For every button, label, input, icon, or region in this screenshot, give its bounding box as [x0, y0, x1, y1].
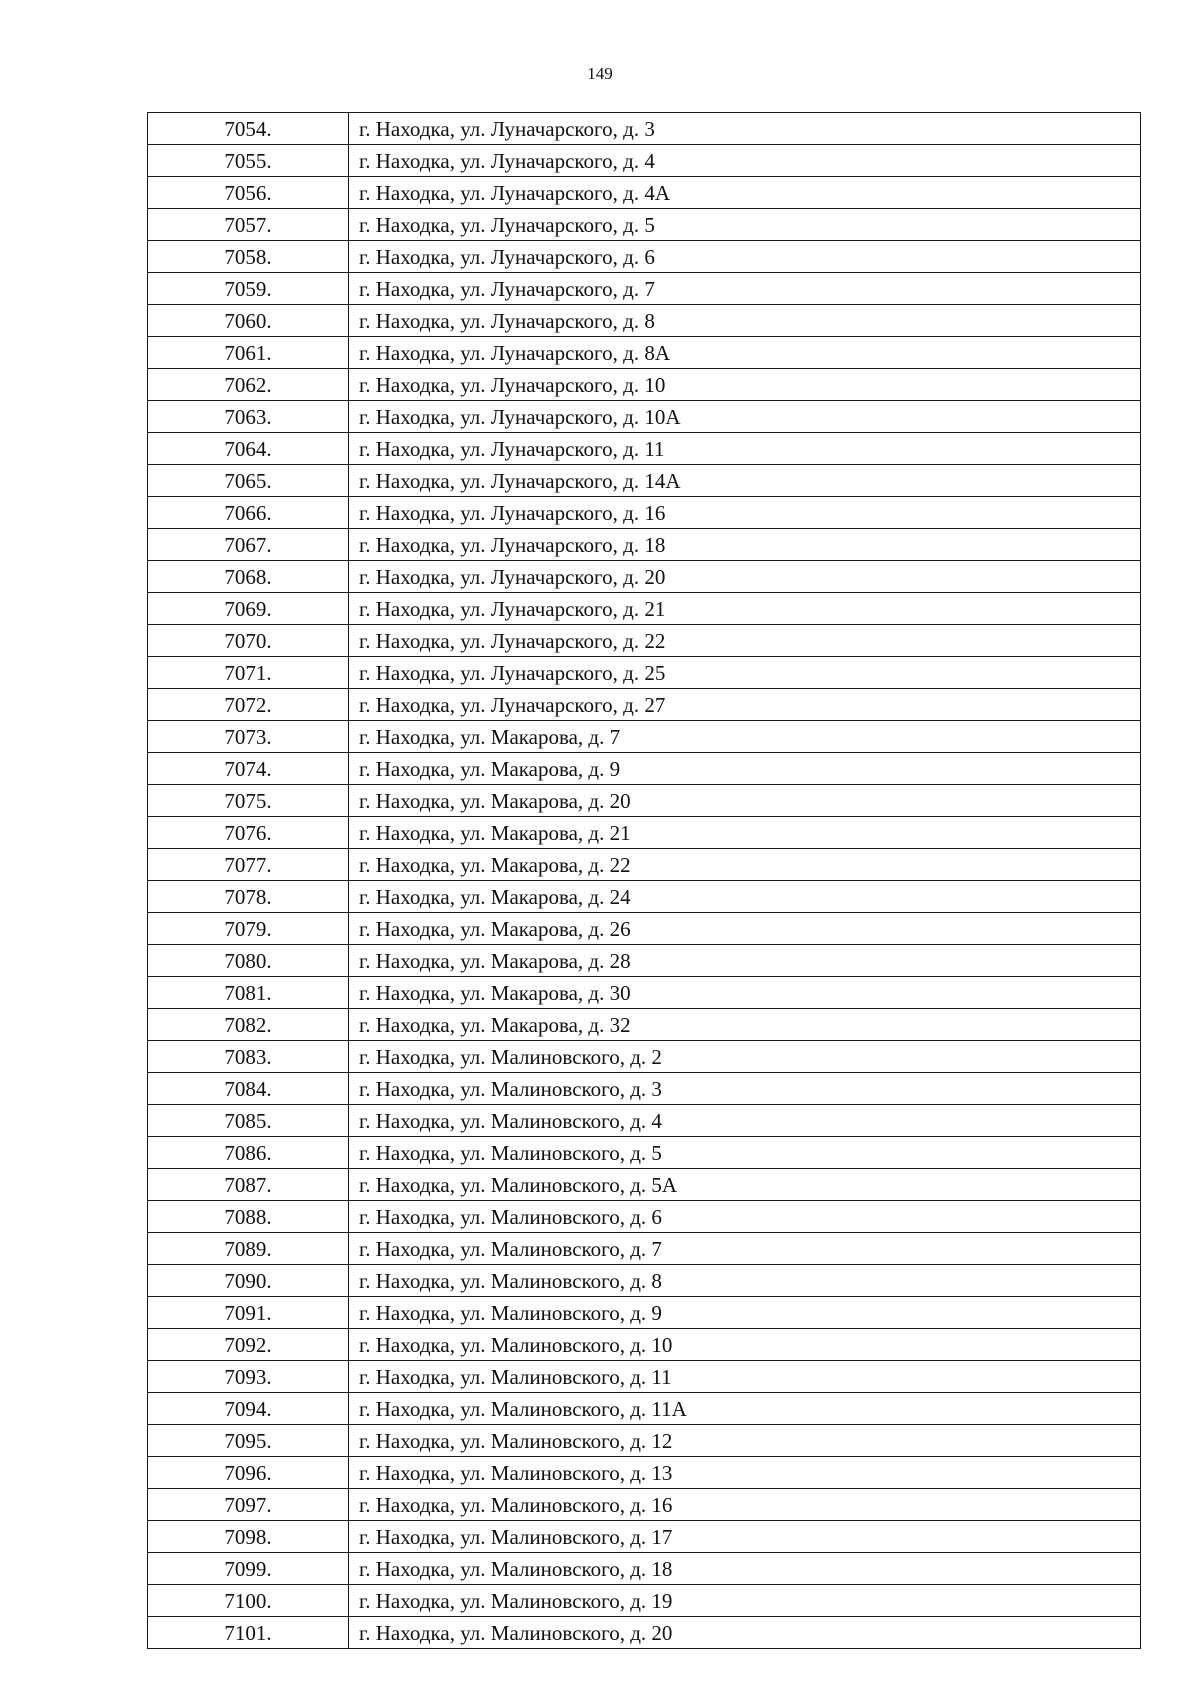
address-cell: г. Находка, ул. Малиновского, д. 3 — [349, 1073, 1141, 1105]
table-row — [148, 1041, 1141, 1073]
table-row — [148, 1169, 1141, 1201]
address-cell: г. Находка, ул. Луначарского, д. 3 — [349, 113, 1141, 145]
table-row — [148, 817, 1141, 849]
table-row — [148, 1585, 1141, 1617]
table-row — [148, 529, 1141, 561]
row-number-cell: 7069. — [148, 593, 349, 625]
row-number-cell: 7067. — [148, 529, 349, 561]
table-row — [148, 785, 1141, 817]
row-number-cell: 7082. — [148, 1009, 349, 1041]
address-cell: г. Находка, ул. Луначарского, д. 10А — [349, 401, 1141, 433]
address-table-body — [148, 113, 1141, 1649]
table-row — [148, 1105, 1141, 1137]
row-number-cell: 7061. — [148, 337, 349, 369]
row-number-cell: 7073. — [148, 721, 349, 753]
row-number-cell: 7090. — [148, 1265, 349, 1297]
row-number-cell: 7063. — [148, 401, 349, 433]
address-cell: г. Находка, ул. Луначарского, д. 22 — [349, 625, 1141, 657]
table-row — [148, 721, 1141, 753]
table-row — [148, 977, 1141, 1009]
table-row — [148, 241, 1141, 273]
row-number-cell: 7055. — [148, 145, 349, 177]
table-row — [148, 881, 1141, 913]
table-row — [148, 1489, 1141, 1521]
row-number-cell: 7058. — [148, 241, 349, 273]
row-number-cell: 7068. — [148, 561, 349, 593]
table-row — [148, 1553, 1141, 1585]
table-row — [148, 657, 1141, 689]
table-row — [148, 1617, 1141, 1649]
address-cell: г. Находка, ул. Луначарского, д. 5 — [349, 209, 1141, 241]
table-row — [148, 145, 1141, 177]
row-number-cell: 7059. — [148, 273, 349, 305]
table-row — [148, 593, 1141, 625]
address-cell: г. Находка, ул. Малиновского, д. 17 — [349, 1521, 1141, 1553]
row-number-cell: 7099. — [148, 1553, 349, 1585]
address-cell: г. Находка, ул. Луначарского, д. 6 — [349, 241, 1141, 273]
address-cell: г. Находка, ул. Малиновского, д. 2 — [349, 1041, 1141, 1073]
address-cell: г. Находка, ул. Луначарского, д. 8 — [349, 305, 1141, 337]
address-cell: г. Находка, ул. Луначарского, д. 7 — [349, 273, 1141, 305]
row-number-cell: 7088. — [148, 1201, 349, 1233]
address-cell: г. Находка, ул. Луначарского, д. 21 — [349, 593, 1141, 625]
address-cell: г. Находка, ул. Малиновского, д. 18 — [349, 1553, 1141, 1585]
table-row — [148, 561, 1141, 593]
row-number-cell: 7075. — [148, 785, 349, 817]
row-number-cell: 7081. — [148, 977, 349, 1009]
address-cell: г. Находка, ул. Луначарского, д. 25 — [349, 657, 1141, 689]
address-cell: г. Находка, ул. Макарова, д. 7 — [349, 721, 1141, 753]
table-row — [148, 369, 1141, 401]
table-row — [148, 465, 1141, 497]
row-number-cell: 7097. — [148, 1489, 349, 1521]
row-number-cell: 7079. — [148, 913, 349, 945]
address-cell: г. Находка, ул. Луначарского, д. 20 — [349, 561, 1141, 593]
table-row — [148, 113, 1141, 145]
address-cell: г. Находка, ул. Луначарского, д. 14А — [349, 465, 1141, 497]
row-number-cell: 7092. — [148, 1329, 349, 1361]
address-cell: г. Находка, ул. Луначарского, д. 10 — [349, 369, 1141, 401]
address-cell: г. Находка, ул. Малиновского, д. 5 — [349, 1137, 1141, 1169]
address-cell: г. Находка, ул. Макарова, д. 30 — [349, 977, 1141, 1009]
row-number-cell: 7057. — [148, 209, 349, 241]
address-cell: г. Находка, ул. Макарова, д. 28 — [349, 945, 1141, 977]
table-row — [148, 1425, 1141, 1457]
address-cell: г. Находка, ул. Малиновского, д. 5А — [349, 1169, 1141, 1201]
table-row — [148, 177, 1141, 209]
address-cell: г. Находка, ул. Макарова, д. 9 — [349, 753, 1141, 785]
row-number-cell: 7087. — [148, 1169, 349, 1201]
table-row — [148, 1393, 1141, 1425]
address-cell: г. Находка, ул. Малиновского, д. 20 — [349, 1617, 1141, 1649]
address-cell: г. Находка, ул. Луначарского, д. 4 — [349, 145, 1141, 177]
table-row — [148, 1521, 1141, 1553]
table-row — [148, 401, 1141, 433]
row-number-cell: 7062. — [148, 369, 349, 401]
address-cell: г. Находка, ул. Малиновского, д. 13 — [349, 1457, 1141, 1489]
table-row — [148, 1297, 1141, 1329]
table-row — [148, 913, 1141, 945]
row-number-cell: 7066. — [148, 497, 349, 529]
row-number-cell: 7095. — [148, 1425, 349, 1457]
row-number-cell: 7077. — [148, 849, 349, 881]
address-cell: г. Находка, ул. Луначарского, д. 16 — [349, 497, 1141, 529]
row-number-cell: 7098. — [148, 1521, 349, 1553]
row-number-cell: 7072. — [148, 689, 349, 721]
table-row — [148, 209, 1141, 241]
address-cell: г. Находка, ул. Макарова, д. 22 — [349, 849, 1141, 881]
address-cell: г. Находка, ул. Луначарского, д. 4А — [349, 177, 1141, 209]
address-cell: г. Находка, ул. Макарова, д. 24 — [349, 881, 1141, 913]
table-row — [148, 1009, 1141, 1041]
row-number-cell: 7093. — [148, 1361, 349, 1393]
row-number-cell: 7071. — [148, 657, 349, 689]
address-cell: г. Находка, ул. Малиновского, д. 12 — [349, 1425, 1141, 1457]
table-row — [148, 1329, 1141, 1361]
row-number-cell: 7089. — [148, 1233, 349, 1265]
address-cell: г. Находка, ул. Малиновского, д. 8 — [349, 1265, 1141, 1297]
row-number-cell: 7100. — [148, 1585, 349, 1617]
table-row — [148, 1457, 1141, 1489]
row-number-cell: 7084. — [148, 1073, 349, 1105]
table-row — [148, 1137, 1141, 1169]
table-row — [148, 337, 1141, 369]
address-cell: г. Находка, ул. Малиновского, д. 6 — [349, 1201, 1141, 1233]
table-row — [148, 945, 1141, 977]
table-row — [148, 625, 1141, 657]
address-cell: г. Находка, ул. Малиновского, д. 16 — [349, 1489, 1141, 1521]
address-cell: г. Находка, ул. Луначарского, д. 8А — [349, 337, 1141, 369]
address-cell: г. Находка, ул. Малиновского, д. 19 — [349, 1585, 1141, 1617]
table-row — [148, 753, 1141, 785]
table-row — [148, 1073, 1141, 1105]
table-row — [148, 1233, 1141, 1265]
address-cell: г. Находка, ул. Макарова, д. 21 — [349, 817, 1141, 849]
row-number-cell: 7078. — [148, 881, 349, 913]
row-number-cell: 7054. — [148, 113, 349, 145]
row-number-cell: 7074. — [148, 753, 349, 785]
row-number-cell: 7065. — [148, 465, 349, 497]
row-number-cell: 7096. — [148, 1457, 349, 1489]
table-row — [148, 497, 1141, 529]
address-cell: г. Находка, ул. Малиновского, д. 11А — [349, 1393, 1141, 1425]
address-cell: г. Находка, ул. Малиновского, д. 4 — [349, 1105, 1141, 1137]
table-row — [148, 305, 1141, 337]
table-row — [148, 1361, 1141, 1393]
table-row — [148, 273, 1141, 305]
row-number-cell: 7086. — [148, 1137, 349, 1169]
row-number-cell: 7060. — [148, 305, 349, 337]
row-number-cell: 7101. — [148, 1617, 349, 1649]
address-cell: г. Находка, ул. Малиновского, д. 10 — [349, 1329, 1141, 1361]
table-row — [148, 689, 1141, 721]
address-cell: г. Находка, ул. Макарова, д. 20 — [349, 785, 1141, 817]
address-cell: г. Находка, ул. Малиновского, д. 11 — [349, 1361, 1141, 1393]
address-cell: г. Находка, ул. Малиновского, д. 7 — [349, 1233, 1141, 1265]
row-number-cell: 7094. — [148, 1393, 349, 1425]
table-row — [148, 1201, 1141, 1233]
address-table — [147, 112, 1141, 1649]
row-number-cell: 7076. — [148, 817, 349, 849]
row-number-cell: 7064. — [148, 433, 349, 465]
row-number-cell: 7080. — [148, 945, 349, 977]
address-cell: г. Находка, ул. Макарова, д. 26 — [349, 913, 1141, 945]
address-cell: г. Находка, ул. Макарова, д. 32 — [349, 1009, 1141, 1041]
address-cell: г. Находка, ул. Малиновского, д. 9 — [349, 1297, 1141, 1329]
row-number-cell: 7056. — [148, 177, 349, 209]
table-row — [148, 1265, 1141, 1297]
row-number-cell: 7083. — [148, 1041, 349, 1073]
row-number-cell: 7091. — [148, 1297, 349, 1329]
address-cell: г. Находка, ул. Луначарского, д. 18 — [349, 529, 1141, 561]
address-cell: г. Находка, ул. Луначарского, д. 27 — [349, 689, 1141, 721]
row-number-cell: 7070. — [148, 625, 349, 657]
table-row — [148, 849, 1141, 881]
table-row — [148, 433, 1141, 465]
address-cell: г. Находка, ул. Луначарского, д. 11 — [349, 433, 1141, 465]
page-number: 149 — [587, 64, 613, 83]
row-number-cell: 7085. — [148, 1105, 349, 1137]
